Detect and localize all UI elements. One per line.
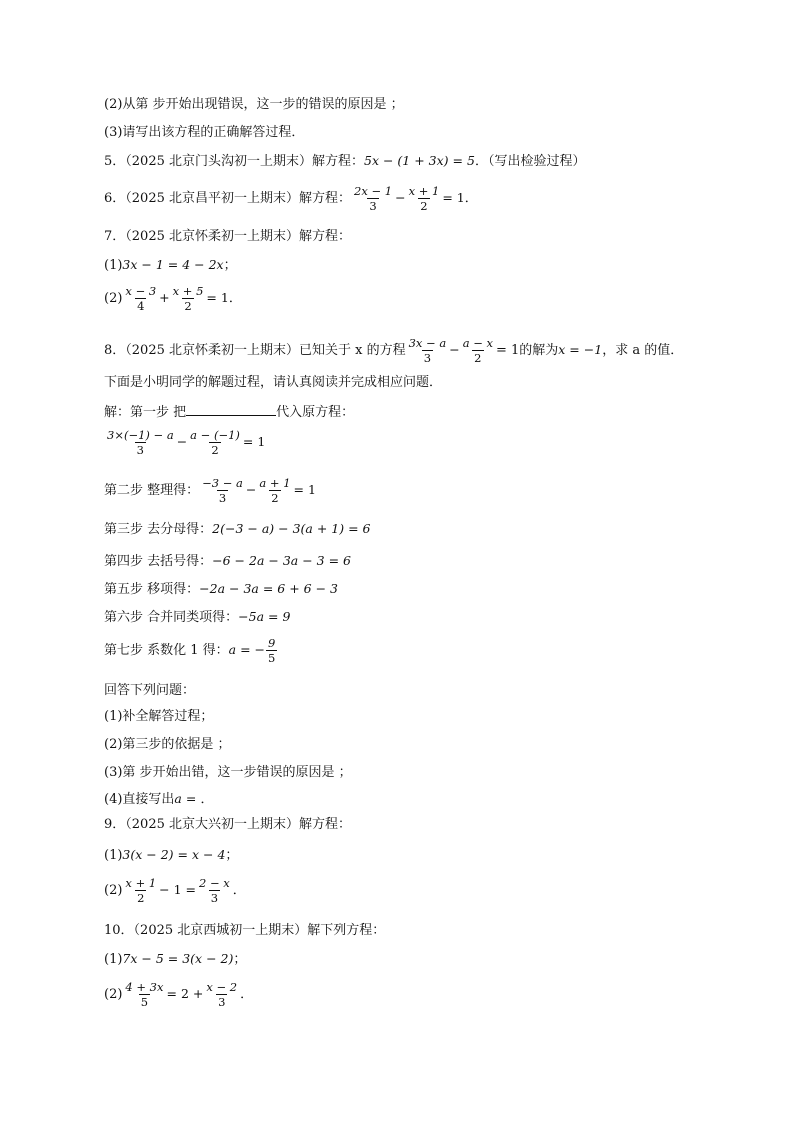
q5-equation: 5x − (1 + 3x) = 5 — [364, 153, 475, 168]
q8-answer-4-var: a = — [174, 791, 197, 806]
q6-end: ． — [464, 191, 478, 206]
q8-step2-fraction-2: $\frac{a + 1}{2}$ — [259, 476, 291, 505]
q8-step5-equation: −2a − 3a = 6 + 6 − 3 — [199, 581, 338, 596]
q10-end: ． — [240, 987, 254, 1002]
q7-end: ． — [228, 291, 242, 306]
q6-prefix: 6．（2025 北京昌平初一上期末）解方程： — [104, 191, 351, 206]
q8-step2-operator: − — [245, 482, 257, 497]
q7-operator: + — [159, 290, 170, 305]
q9-part1-equation: 3(x − 2) = x − 4 — [122, 847, 226, 862]
q10-part2-label: (2) — [104, 987, 123, 1002]
q4-part3: (3)请写出该方程的正确解答过程． — [104, 125, 305, 140]
q6-line — [104, 184, 478, 213]
q7-part1-label: (1) — [104, 258, 123, 273]
q7-fraction-2: $\frac{x + 5}{2}$ — [172, 284, 204, 313]
q8-step2-fraction-1: $\frac{-3 - a}{3}$ — [202, 476, 243, 505]
q10-part1-label: (1) — [104, 952, 123, 967]
q8-step6-equation: −5a = 9 — [238, 609, 291, 624]
q7-prefix: 7．（2025 北京怀柔初一上期末）解方程： — [104, 229, 351, 244]
q8-suffix: ，求 a 的值． — [602, 343, 684, 358]
q8-step7-lhs: a = − — [228, 642, 266, 657]
q8-step1-label: 解：第一步 把 — [104, 405, 187, 420]
q8-step7 — [104, 636, 278, 665]
q10-prefix: 10．（2025 北京西城初一上期末）解下列方程： — [104, 923, 386, 938]
q9-end: ． — [232, 883, 246, 898]
q8-step2-label: 第二步 整理得： — [104, 483, 200, 498]
q8-step2 — [104, 476, 316, 505]
q8-step5-label: 第五步 移项得： — [104, 582, 200, 597]
q10-part2 — [104, 980, 253, 1009]
q8-operator: − — [449, 342, 460, 357]
q9-part1 — [104, 846, 238, 865]
q9-part2 — [104, 876, 246, 905]
q8-step4 — [104, 552, 351, 571]
q8-fraction-2: $\frac{a - x}{2}$ — [462, 336, 493, 365]
q8-answer-intro: 回答下列问题： — [104, 683, 196, 698]
q8-step5 — [104, 580, 338, 599]
q7-part2-label: (2) — [104, 291, 123, 306]
q8-answer-4 — [104, 790, 213, 809]
q6-fraction-2: $\frac{x + 1}{2}$ — [408, 184, 440, 213]
q8-step7-label: 第七步 系数化 1 得： — [104, 643, 229, 658]
q8-answer-1: (1)补全解答过程； — [104, 709, 214, 724]
q8-step1-blank — [186, 402, 276, 416]
q8-step1 — [104, 402, 354, 422]
q8-step3-label: 第三步 去分母得： — [104, 522, 213, 537]
q10-part1-equation: 7x − 5 = 3(x − 2) — [122, 951, 234, 966]
q8-mid: = 1的解为 — [495, 343, 559, 358]
q6-rhs: = 1 — [442, 190, 465, 205]
q8-step6-label: 第六步 合并同类项得： — [104, 610, 239, 625]
q5-prefix: 5．（2025 北京门头沟初一上期末）解方程： — [104, 154, 364, 169]
q10-part1 — [104, 950, 246, 969]
q10-part1-end: ； — [233, 952, 247, 967]
q8-sub-fraction-1: $\frac{3\times(-1) - a}{3}$ — [107, 428, 174, 457]
q8-step3 — [104, 520, 370, 539]
q8-solution: x = −1 — [558, 342, 603, 357]
q9-part2-label: (2) — [104, 883, 123, 898]
q8-line — [104, 336, 683, 365]
q8-answer-3: (3)第 步开始出错，这一步错误的原因是 ； — [104, 765, 352, 780]
q9-part1-label: (1) — [104, 848, 123, 863]
q9-prefix: 9．（2025 北京大兴初一上期末）解方程： — [104, 817, 351, 832]
q10-fraction-1: $\frac{4 + 3x}{5}$ — [125, 980, 164, 1009]
q7-part1-equation: 3x − 1 = 4 − 2x — [122, 257, 224, 272]
q7-fraction-1: $\frac{x - 3}{4}$ — [125, 284, 157, 313]
q7-part1-end: ； — [223, 258, 237, 273]
q8-step6 — [104, 608, 290, 627]
q8-step4-equation: −6 − 2a − 3a − 3 = 6 — [212, 553, 351, 568]
q5-suffix: ．（写出检验过程） — [474, 154, 586, 169]
q8-answer-4-pre: (4)直接写出 — [104, 792, 175, 807]
q7-part1 — [104, 256, 237, 275]
q8-step4-label: 第四步 去括号得： — [104, 554, 213, 569]
q8-step2-rhs: = 1 — [293, 482, 316, 497]
q8-step3-equation: 2(−3 − a) − 3(a + 1) = 6 — [212, 521, 371, 536]
q7-rhs: = 1 — [206, 290, 229, 305]
q8-fraction-1: $\frac{3x - a}{3}$ — [408, 336, 447, 365]
q8-answer-4-post: ． — [196, 792, 214, 807]
q9-fraction-2: $\frac{2 - x}{3}$ — [199, 876, 230, 905]
q4-part2: (2)从第 步开始出现错误，这一步的错误的原因是 ； — [104, 97, 404, 112]
q8-substitution — [104, 428, 265, 457]
q10-mid: = 2 + — [166, 986, 204, 1001]
q10-fraction-2: $\frac{x - 2}{3}$ — [206, 980, 238, 1009]
q8-intro: 下面是小明同学的解题过程，请认真阅读并完成相应问题． — [104, 375, 443, 390]
q7-part2 — [104, 284, 242, 313]
q8-step1-after: 代入原方程： — [276, 405, 355, 420]
q9-mid: − 1 = — [159, 882, 197, 897]
q8-sub-fraction-2: $\frac{a - (-1)}{2}$ — [190, 428, 240, 457]
q6-operator: − — [395, 190, 406, 205]
q5-line — [104, 152, 585, 171]
q8-prefix: 8．（2025 北京怀柔初一上期末）已知关于 x 的方程 — [104, 343, 406, 358]
q9-fraction-1: $\frac{x + 1}{2}$ — [125, 876, 157, 905]
q8-sub-rhs: = 1 — [242, 434, 266, 449]
q8-sub-operator: − — [176, 434, 188, 449]
q8-step7-fraction: $\frac{9}{5}$ — [268, 636, 276, 665]
q9-part1-end: ； — [225, 848, 239, 863]
q6-fraction-1: $\frac{2x - 1}{3}$ — [354, 184, 393, 213]
q8-answer-2: (2)第三步的依据是 ； — [104, 737, 231, 752]
